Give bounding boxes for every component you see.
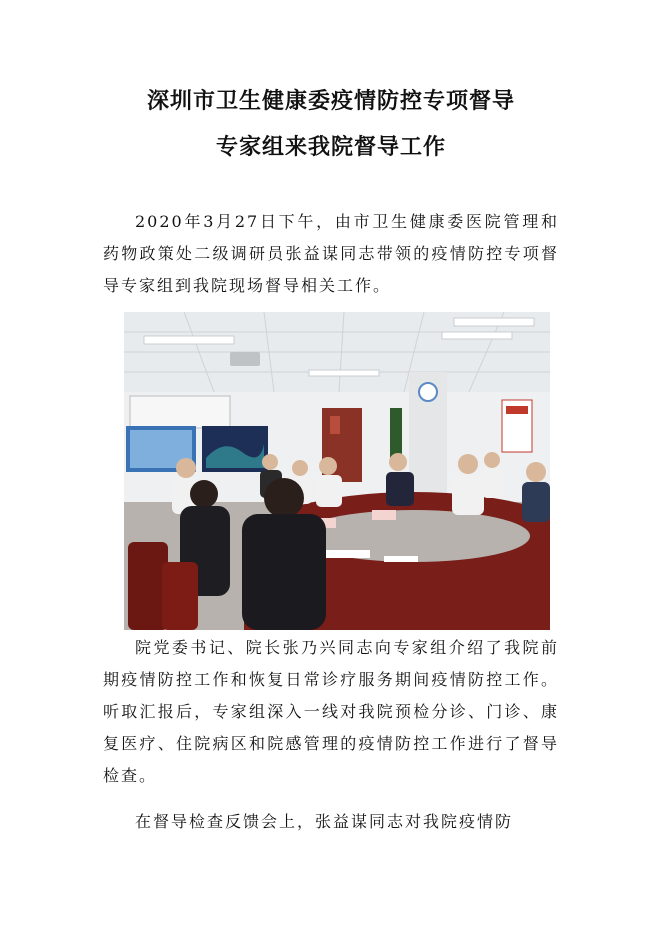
document-title-line2: 专家组来我院督导工作 [215, 135, 446, 160]
paragraph-2: 院党委书记、院长张乃兴同志向专家组介绍了我院前期疫情防控工作和恢复日常诊疗服务期间疫情防控工作。听取汇报后，专家组深入一线对我院预检分诊、门诊、康复医疗、住院病区和院感管理的疫情防控工作进行了督导检查。 [103, 638, 559, 785]
document-title-line1: 深圳市卫生健康委疫情防控专项督导 [146, 89, 515, 114]
paragraph-1: 2020年3月27日下午，由市卫生健康委医院管理和药物政策处二级调研员张益谋同志带领的疫情防控专项督导专家组到我院现场督导相关工作。 [103, 212, 559, 295]
paragraph-3: 在督导检查反馈会上，张益谋同志对我院疫情防 [135, 812, 514, 831]
meeting-room-photo [124, 312, 550, 630]
